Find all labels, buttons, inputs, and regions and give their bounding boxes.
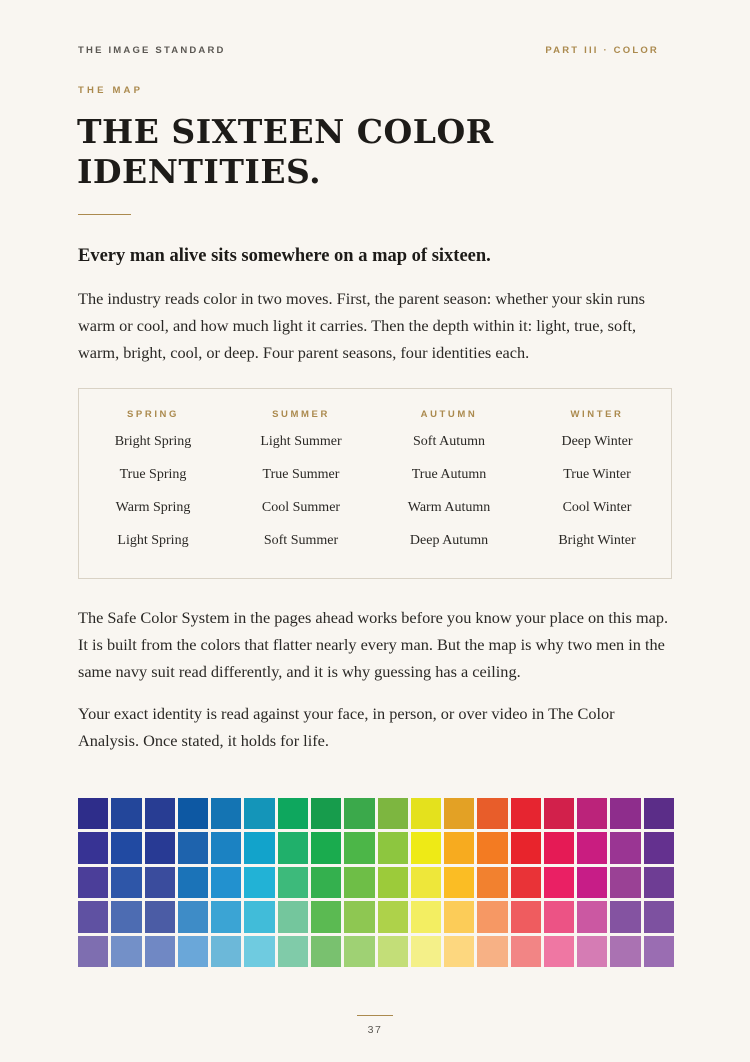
color-swatch xyxy=(344,867,374,898)
footer-divider xyxy=(357,1015,393,1016)
identity-cell: Soft Summer xyxy=(263,533,339,548)
color-swatch xyxy=(544,867,574,898)
color-swatch xyxy=(78,798,108,829)
color-swatch xyxy=(278,867,308,898)
color-swatch xyxy=(111,867,141,898)
page-title: THE SIXTEEN COLOR IDENTITIES. xyxy=(77,112,494,191)
color-swatch xyxy=(444,936,474,967)
color-swatch xyxy=(577,936,607,967)
color-swatch xyxy=(511,867,541,898)
color-swatch xyxy=(244,901,274,932)
color-swatch xyxy=(411,936,441,967)
identity-cell: Bright Spring xyxy=(114,434,192,449)
color-swatch xyxy=(644,832,674,863)
color-swatch xyxy=(378,901,408,932)
color-swatch xyxy=(178,867,208,898)
color-swatch xyxy=(145,798,175,829)
identity-cell: True Spring xyxy=(119,467,187,482)
color-swatch xyxy=(378,867,408,898)
color-swatch xyxy=(610,867,640,898)
color-swatch xyxy=(178,798,208,829)
color-swatch xyxy=(511,798,541,829)
color-swatch xyxy=(211,798,241,829)
section-eyebrow: THE MAP xyxy=(78,85,144,96)
color-swatch xyxy=(444,832,474,863)
color-swatch xyxy=(544,798,574,829)
color-swatch xyxy=(244,832,274,863)
color-swatch xyxy=(511,936,541,967)
body-paragraph-3: Your exact identity is read against your face, in person, or over video in The Color Analysis. Once stated, it holds for life. xyxy=(78,704,615,750)
color-swatch xyxy=(544,901,574,932)
color-swatch xyxy=(244,936,274,967)
season-column-winter xyxy=(523,389,671,578)
color-swatch xyxy=(311,936,341,967)
color-swatch xyxy=(145,867,175,898)
color-swatch xyxy=(544,936,574,967)
lede: Every man alive sits somewhere on a map of sixteen. xyxy=(78,246,491,266)
color-swatch xyxy=(111,936,141,967)
color-swatch xyxy=(411,798,441,829)
color-swatch xyxy=(78,936,108,967)
color-swatch xyxy=(644,867,674,898)
color-swatch xyxy=(544,832,574,863)
color-swatch xyxy=(344,832,374,863)
color-swatch xyxy=(644,936,674,967)
color-swatch xyxy=(644,901,674,932)
page-number: 37 xyxy=(367,1024,383,1036)
season-heading: SPRING xyxy=(126,409,180,420)
color-swatch xyxy=(211,936,241,967)
color-swatch xyxy=(178,936,208,967)
season-column-summer xyxy=(227,389,375,578)
color-swatch xyxy=(244,798,274,829)
color-swatch xyxy=(644,798,674,829)
title-divider xyxy=(78,214,131,215)
color-swatch xyxy=(145,832,175,863)
color-swatch xyxy=(444,901,474,932)
body-paragraph-2: The Safe Color System in the pages ahead works before you know your place on this map. It is built from the colors that flatter nearly every man. But the map is why two men in the same navy suit read differently, and it is why guessing has a ceiling. xyxy=(78,608,669,681)
color-swatch xyxy=(344,901,374,932)
part-label: PART III · COLOR xyxy=(545,45,659,56)
color-swatch xyxy=(211,901,241,932)
color-swatch xyxy=(577,867,607,898)
color-swatch xyxy=(278,936,308,967)
season-heading: SUMMER xyxy=(272,409,330,420)
color-swatch xyxy=(411,867,441,898)
color-swatch xyxy=(111,798,141,829)
color-swatch xyxy=(244,867,274,898)
color-swatch xyxy=(178,832,208,863)
color-swatch xyxy=(311,832,341,863)
color-swatch xyxy=(278,832,308,863)
color-swatch xyxy=(411,901,441,932)
color-swatch xyxy=(378,936,408,967)
identity-cell: Warm Autumn xyxy=(407,500,491,515)
color-swatch xyxy=(145,901,175,932)
color-swatch xyxy=(610,798,640,829)
color-swatch xyxy=(610,832,640,863)
book-title: THE IMAGE STANDARD xyxy=(78,45,226,56)
color-swatch xyxy=(78,901,108,932)
color-swatch xyxy=(577,832,607,863)
color-swatch xyxy=(577,798,607,829)
color-swatch xyxy=(344,936,374,967)
color-swatch xyxy=(78,867,108,898)
identity-cell: Deep Winter xyxy=(561,434,633,449)
identity-cell: Cool Summer xyxy=(261,500,341,515)
color-swatch xyxy=(344,798,374,829)
color-swatch xyxy=(444,867,474,898)
color-swatch xyxy=(477,901,507,932)
season-map-table xyxy=(78,388,672,579)
identity-cell: Warm Spring xyxy=(115,500,191,515)
identity-cell: Soft Autumn xyxy=(413,434,485,449)
color-swatch-grid xyxy=(78,798,674,967)
season-column-spring xyxy=(79,389,227,578)
identity-cell: Cool Winter xyxy=(562,500,632,515)
body-paragraph-1: The industry reads color in two moves. First, the parent season: whether your skin runs warm or cool, and how much light it carries. Then the depth within it: light, true, soft, warm, bright, cool, or deep. Four parent seasons, four identities each. xyxy=(78,289,646,362)
season-heading: WINTER xyxy=(570,409,624,420)
color-swatch xyxy=(78,832,108,863)
color-swatch xyxy=(444,798,474,829)
color-swatch xyxy=(610,901,640,932)
color-swatch xyxy=(378,798,408,829)
color-swatch xyxy=(311,901,341,932)
identity-cell: Light Spring xyxy=(117,533,189,548)
color-swatch xyxy=(610,936,640,967)
identity-cell: Bright Winter xyxy=(558,533,636,548)
color-swatch xyxy=(311,798,341,829)
identity-cell: True Autumn xyxy=(411,467,487,482)
color-swatch xyxy=(145,936,175,967)
color-swatch xyxy=(111,832,141,863)
color-swatch xyxy=(311,867,341,898)
season-column-autumn xyxy=(375,389,523,578)
identity-cell: Deep Autumn xyxy=(409,533,489,548)
identity-cell: True Winter xyxy=(563,467,631,482)
color-swatch xyxy=(111,901,141,932)
color-swatch xyxy=(511,901,541,932)
color-swatch xyxy=(378,832,408,863)
color-swatch xyxy=(511,832,541,863)
season-heading: AUTUMN xyxy=(420,409,478,420)
identity-cell: True Summer xyxy=(262,467,340,482)
color-swatch xyxy=(477,936,507,967)
identity-cell: Light Summer xyxy=(260,434,342,449)
color-swatch xyxy=(278,901,308,932)
color-swatch xyxy=(477,832,507,863)
color-swatch xyxy=(178,901,208,932)
color-swatch xyxy=(278,798,308,829)
running-head xyxy=(78,45,659,56)
color-swatch xyxy=(477,798,507,829)
color-swatch xyxy=(211,867,241,898)
color-swatch xyxy=(477,867,507,898)
color-swatch xyxy=(577,901,607,932)
color-swatch xyxy=(211,832,241,863)
color-swatch xyxy=(411,832,441,863)
